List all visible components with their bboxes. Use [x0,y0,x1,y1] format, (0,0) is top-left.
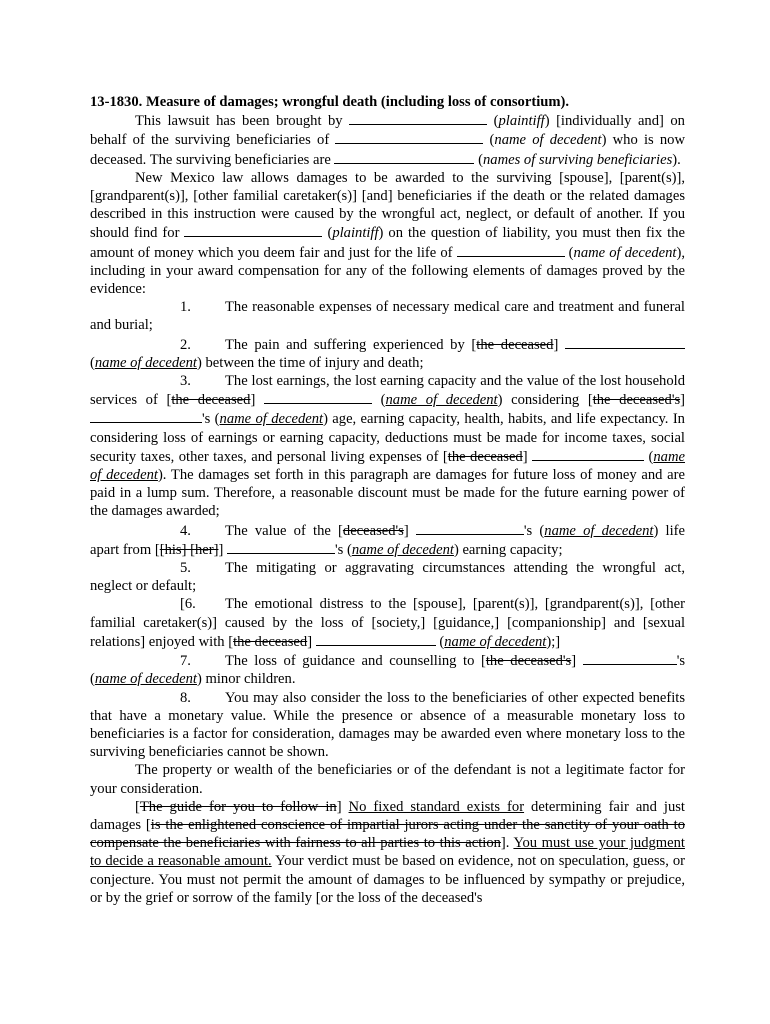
paragraph-new-mexico-law: New Mexico law allows damages to be awarded to the surviving [spouse], [parent(s)], [grandparent(s)], [other familial caretaker(s)] [and] beneficiaries if the death or the related damages described in this instruction were caused by the wrongful act, neglect, or default of another. If you should find for (plaintiff) on the question of liability, you must then fix the amount of money which you deem fair and just for the life of (name of decedent), including in your award compensation for any of the following elements of damages proved by the evidence: [90,169,685,298]
text: The loss of guidance and counselling to [ [225,653,486,670]
text: ) earning capacity; [453,541,563,558]
text: ] [336,798,349,815]
text: ) age, earning capacity, health, habits, and life expectancy. In considering loss of earnings or earning capacity, deductions must be made for income taxes, social security taxes, other taxes, and personal living expenses of [ [90,411,685,465]
struck-text: [his] [her] [159,541,219,558]
blank-plaintiff [349,111,487,125]
text: ). The damages set forth in this paragraph are damages for future loss of money and are paid in a lump sum. Therefore, a reasonable discount must be made for the future earning power of the damages awarded; [90,467,685,520]
placeholder-label: name of decedent [94,671,197,688]
struck-text: the deceased [171,392,251,409]
list-item-1 [90,298,685,334]
placeholder-label: plaintiff [332,225,379,242]
text: ) on the question of liability, you must then fix the amount of money which you deem fair and just for the life of [90,225,685,261]
placeholder-label: name of decedent [219,411,324,428]
text: You may also consider the loss to the beneficiaries of other expected benefits that have a monetary value. While the presence or absence of a measurable monetary loss to beneficiaries is a factor for consideration, damages may be awarded even where monetary loss to the surviving beneficiaries cannot be shown. [90,689,685,761]
text: ). [672,151,681,168]
placeholder-label: plaintiff [498,113,545,130]
text: ] [553,336,566,353]
item-number: 1. [180,299,191,316]
struck-text: is the enlightened conscience of impartial jurors acting under the sanctity of your oath to compensate the beneficiaries with fairness to all parties to this action [90,816,685,852]
placeholder-label: name of decedent [544,522,654,539]
paragraph-property-wealth: The property or wealth of the beneficiaries or of the defendant is not a legitimate factor for your consideration. [90,762,685,797]
text: The pain and suffering experienced by [ [225,336,477,353]
text: This lawsuit has been brought by [135,113,350,130]
struck-text: The guide for you to follow in [139,798,337,815]
item-number: 7. [180,653,191,670]
text: The value of the [ [225,522,343,539]
text: ) [individually and] on behalf of the surviving beneficiaries of [90,113,685,149]
blank-decedent [316,632,436,646]
item-number: 4. [180,522,191,539]
underlined-text: You must use your judgment to decide a reasonable amount. [90,835,685,870]
list-item-6: [6. The emotional distress to the [spouse], [parent(s)], [grandparent(s)], [other familial caretaker(s)] caused by the loss of [society,] [guidance,] [companionship] and [sexual relations] enjoyed with [the deceased] (name of decedent);] [90,596,685,650]
text: The lost earnings, the lost earning capacity and the value of the lost household services of [ [90,373,685,409]
text: ) considering [ [497,392,593,409]
placeholder-label: name of decedent [573,244,677,261]
blank-decedent [416,521,524,535]
text: [ [135,798,140,815]
blank-decedent [457,243,565,257]
blank-decedent [532,447,644,461]
list-item-2: 2. The pain and suffering experienced by [the deceased] (name of decedent) between the time of injury and death; [90,335,685,372]
blank-decedent [264,390,372,404]
blank-plaintiff [184,223,322,237]
text: The reasonable expenses of necessary medical care and treatment and funeral and burial; [90,299,685,334]
struck-text: the deceased's [485,653,572,670]
text: ] [571,653,583,670]
struck-text: the deceased's [592,392,681,409]
text: ] [522,448,533,465]
struck-text: the deceased [447,448,523,465]
text: The mitigating or aggravating circumstances attending the wrongful act, neglect or default; [90,560,685,595]
placeholder-label: name of decedent [494,132,602,149]
text: ] [250,392,264,409]
text: Your verdict must be based on evidence, not on speculation, guess, or conjecture. You must not permit the amount of damages to be influenced by sympathy or prejudice, or by the grief or sorrow of the family [or the loss of the deceased's [90,853,685,906]
text: 's ( [334,541,352,558]
list-item-4 [90,521,685,559]
list-item-7 [90,651,685,688]
list-item-8 [90,689,685,762]
text: );] [546,633,561,650]
text: ) minor children. [197,671,296,688]
placeholder-label: name of decedent [351,541,454,558]
text: ) life apart from [ [90,522,685,558]
text: ) who is now deceased. The surviving beneficiaries are [90,132,685,168]
item-number: 8. [180,689,191,706]
blank-decedent [90,409,202,423]
text: ]. [500,835,514,852]
placeholder-label: name of decedent [385,392,498,409]
text: New Mexico law allows damages to be awarded to the surviving [spouse], [parent(s)], [grandparent(s)], [other familial caretaker(s)] [and] beneficiaries if the death or the related damages described in this instruction were caused by the wrongful act, neglect, or default of another. If you should find for [90,169,685,242]
list-item-3: 3. The lost earnings, the lost earning capacity and the value of the lost household services of [the deceased] (name of decedent) considering [the deceased's] 's (name of decedent) age, earning capacity, health, habits, and life expectancy. In considering loss of earnings or earning capacity, deductions must be made for income taxes, social security taxes, other taxes, and personal living expenses of [the deceased] (name of decedent). The damages set forth in this paragraph are damages for future loss of money and are paid in a lump sum. Therefore, a reasonable discount must be made for the future earning power of the damages awarded; [90,373,686,520]
underlined-text: No fixed standard exists for [348,798,525,815]
struck-text: the deceased [476,336,554,353]
placeholder-label: name of decedent [90,448,685,484]
text: 's ( [202,411,220,428]
text: ] [680,392,686,409]
item-number: 3. [180,373,191,390]
paragraph-lawsuit: This lawsuit has been brought by (plaintiff) [individually and] on behalf of the surviving beneficiaries of (name of decedent) who is now deceased. The surviving beneficiaries are (names of surviving beneficiaries). [90,113,685,168]
text: 's ( [90,653,686,688]
text: The emotional distress to the [spouse], [parent(s)], [grandparent(s)], [other familial caretaker(s)] caused by the loss of [society,] [guidance,] [companionship] and [sexual relations] enjoyed with [ [90,596,685,650]
item-number: [6. [180,596,196,613]
blank-decedent [565,335,685,349]
item-number: 5. [180,560,191,577]
text: determining fair and just damages [ [90,798,685,833]
paragraph-standard [90,798,685,907]
placeholder-label: name of decedent [94,354,197,371]
blank-decedent [335,130,483,144]
item-number: 2. [180,336,191,353]
text: 's ( [523,522,545,539]
struck-text: the deceased [233,633,308,650]
blank-decedent [583,651,677,665]
instruction-title: 13-1830. Measure of damages; wrongful death (including loss of consortium). [90,94,570,110]
text: ] [403,522,416,539]
text: ] [307,633,316,650]
struck-text: deceased's [342,522,404,539]
text: ] [218,541,227,558]
text: ) between the time of injury and death; [197,354,424,371]
list-item-5 [90,559,685,595]
blank-decedent [227,540,335,554]
text: ), including in your award compensation for any of the following elements of damages proved by the evidence: [90,244,685,298]
placeholder-label: names of surviving beneficiaries [482,151,673,168]
instruction-text [90,93,685,907]
placeholder-label: name of decedent [444,633,547,650]
blank-beneficiaries [334,150,474,164]
